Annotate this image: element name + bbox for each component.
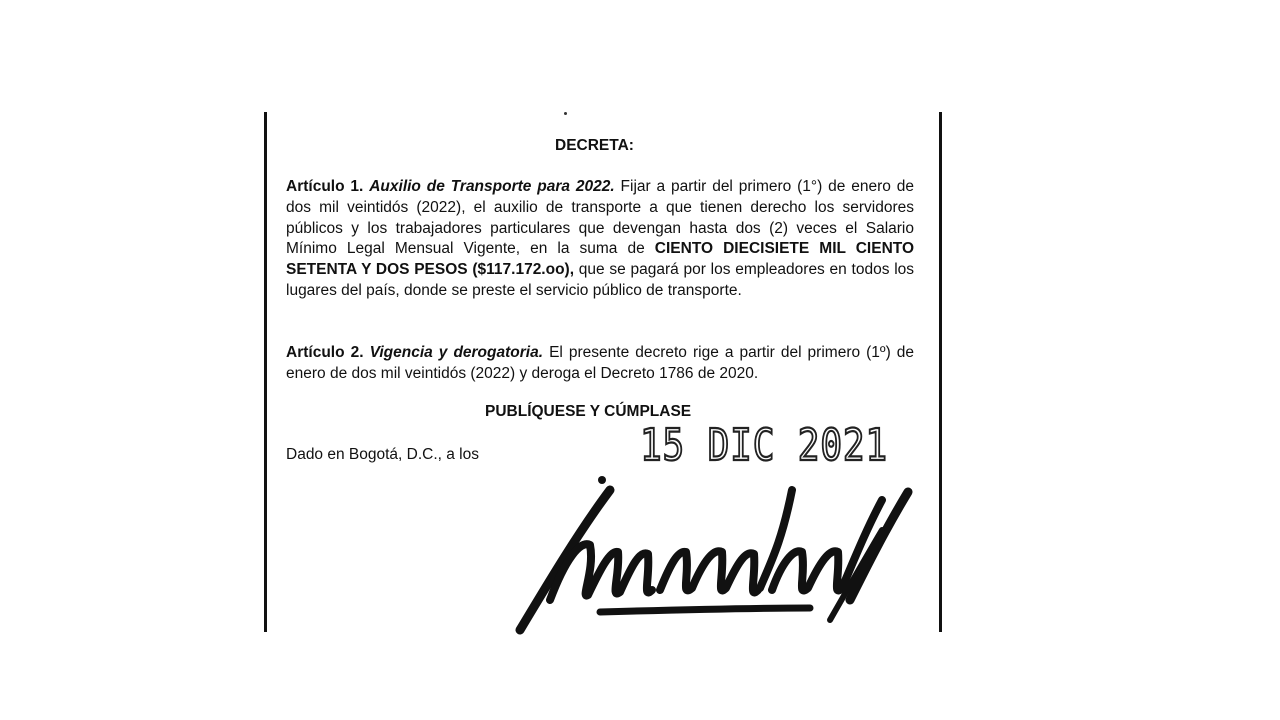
- article-1-title: Auxilio de Transporte para 2022.: [369, 178, 615, 195]
- article-1-text-b: que se pagará por los empleadores en todos los lugares del país, donde se preste el servicio público de transporte.: [286, 261, 915, 299]
- article-2-title: Vigencia y derogatoria.: [369, 344, 544, 361]
- article-1-amount: CIENTO DIECISIETE MIL CIENTO SETENTA Y DOS PESOS ($117.172.oo),: [286, 240, 915, 279]
- date-stamp: 15 DIC 2021: [640, 420, 888, 471]
- article-2-label: Artículo 2.: [286, 344, 364, 361]
- closing-formula: PUBLÍQUESE Y CÚMPLASE: [485, 403, 692, 420]
- article-1-paragraph: [286, 177, 914, 302]
- handwritten-signature: [510, 470, 930, 640]
- decree-heading: DECRETA:: [555, 137, 634, 154]
- article-2-text: El presente decreto rige a partir del primero (1º) de enero de dos mil veintidós (2022) y deroga el Decreto 1786 de 2020.: [286, 344, 915, 382]
- article-2-paragraph: [286, 343, 914, 385]
- article-1-label: Artículo 1.: [286, 178, 364, 195]
- scan-speck: [564, 112, 567, 115]
- place-line: Dado en Bogotá, D.C., a los: [286, 446, 480, 463]
- article-1-text-a: Fijar a partir del primero (1°) de enero de dos mil veintidós (2022), el auxilio de transporte a que tienen derecho los servidores públicos y los trabajadores particulares que devengan hasta dos (2) veces el Salario Mínimo Legal Mensual Vigente, en la suma de: [286, 178, 915, 258]
